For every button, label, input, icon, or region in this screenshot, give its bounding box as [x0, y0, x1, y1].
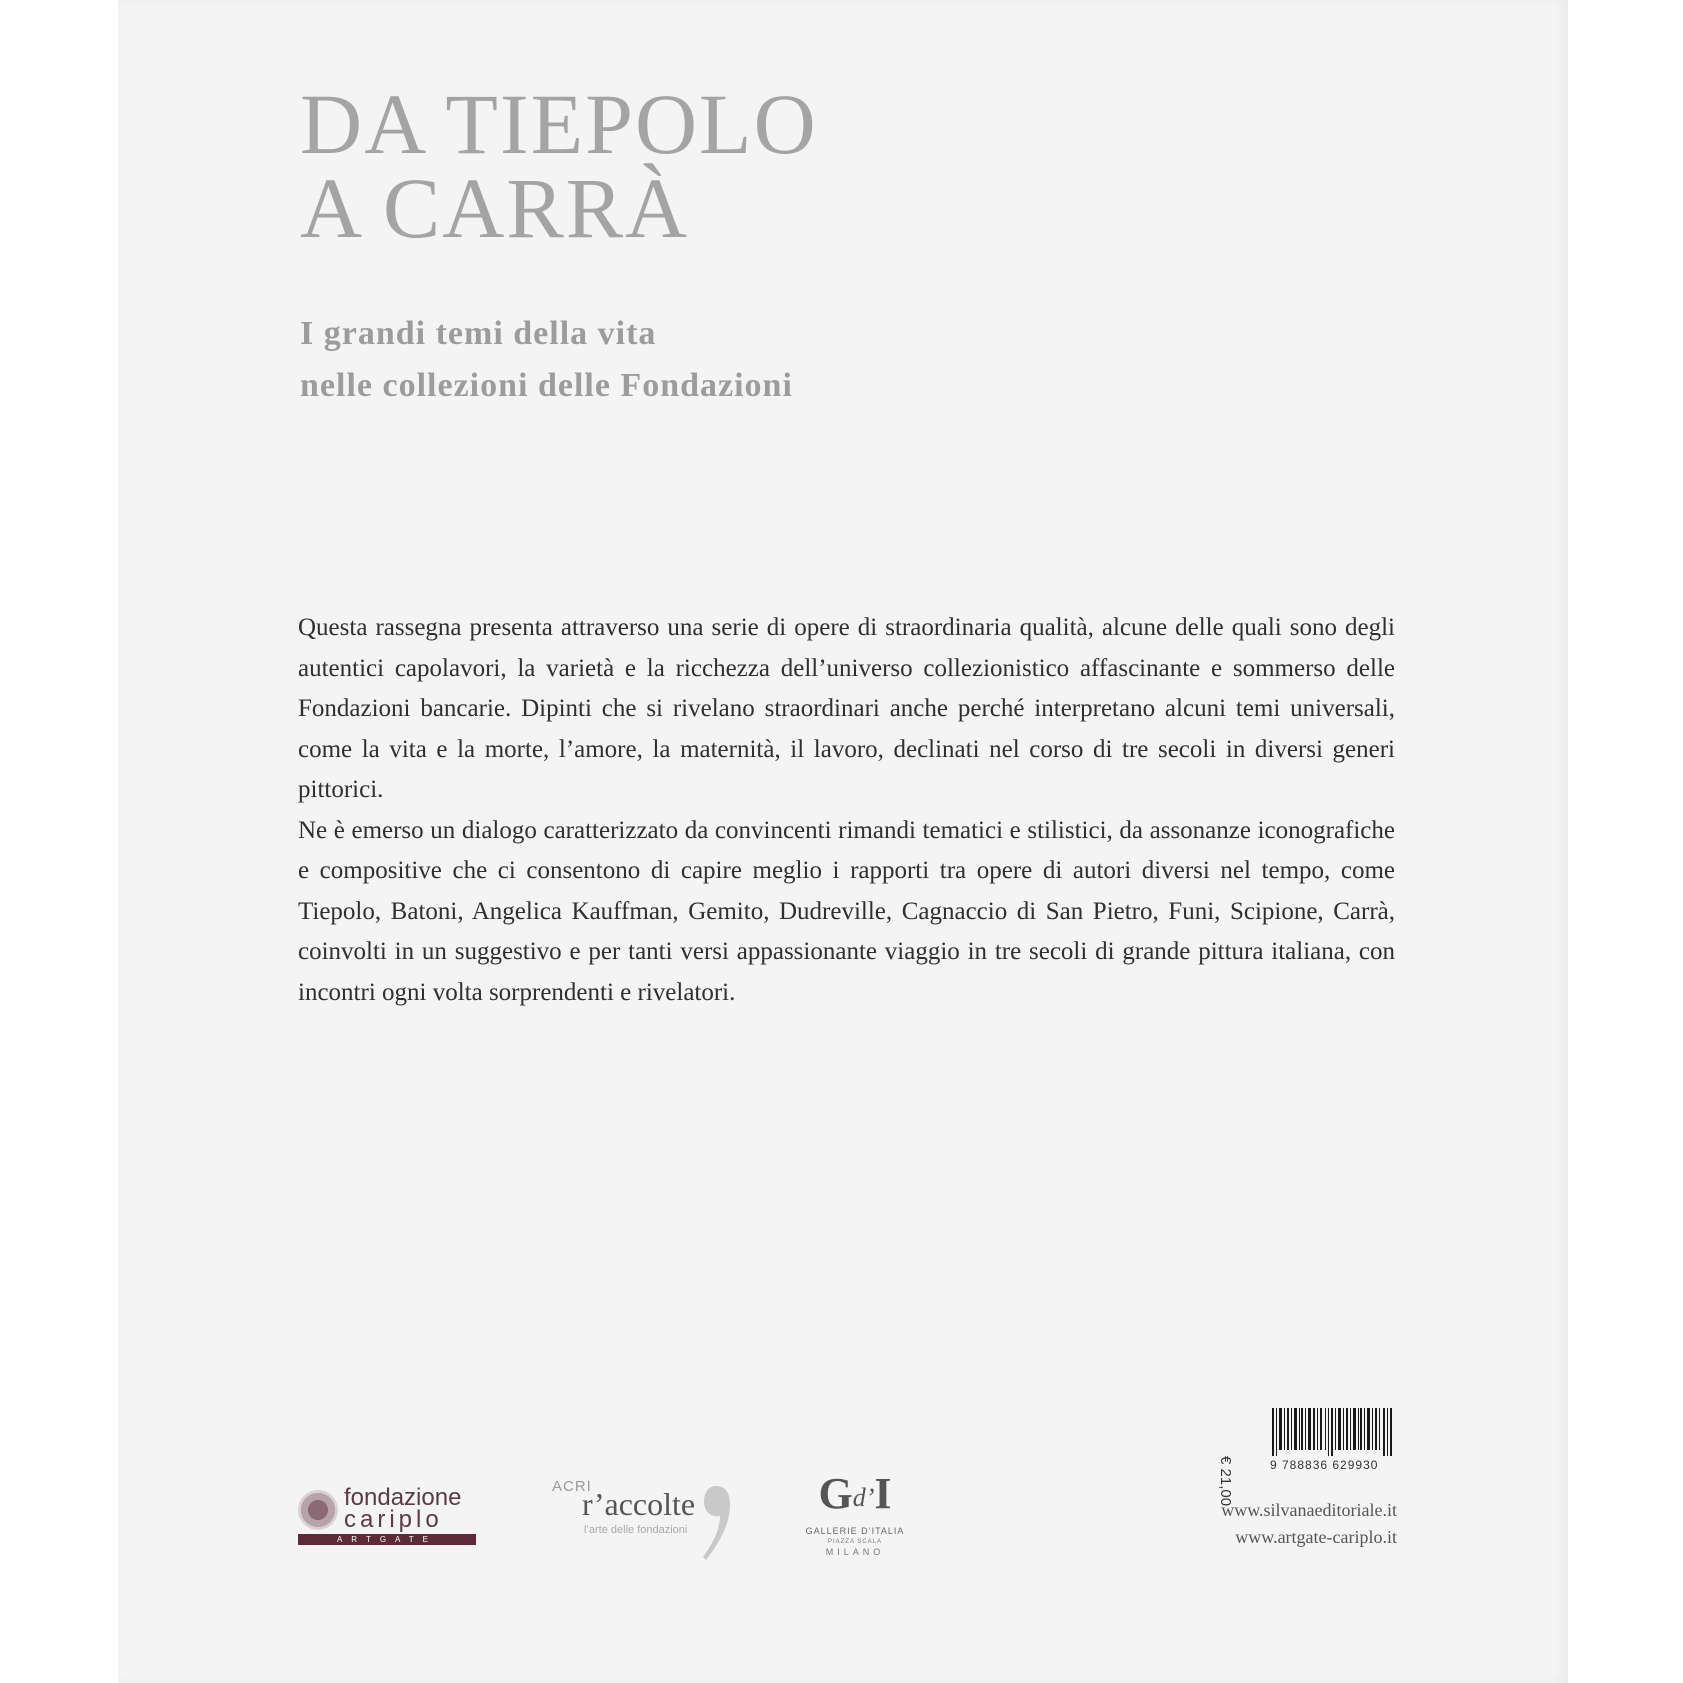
book-title	[300, 76, 818, 256]
price-label: € 21,00	[1217, 1456, 1234, 1507]
gdi-address: PIAZZA SCALA	[827, 1538, 882, 1545]
blurb	[298, 608, 1395, 1013]
isbn-digits: 9 788836 629930	[1270, 1458, 1379, 1472]
blurb-paragraph-1: Questa rassegna presenta attraverso una serie di opere di straordinaria qualità, alcune delle quali sono degli autentici capolavori, la varietà e la ricchezza dell’universo collezionistico affascinante e sommerso delle Fondazioni bancarie. Dipinti che si rivelano straordinari anche perché interpretano alcuni temi universali, come la vita e la morte, l’amore, la maternità, il lavoro, declinati nel corso di tre secoli in diversi generi pittorici.	[298, 614, 1395, 803]
gdi-city: MILANO	[825, 1546, 885, 1557]
fondazione-cariplo-logo	[298, 1486, 478, 1546]
barcode-icon	[1270, 1408, 1394, 1456]
cariplo-logo-text-1: fondazione	[344, 1484, 462, 1511]
acri-raccolte-logo	[552, 1478, 742, 1568]
title-line-1: DA TIEPOLO	[300, 76, 818, 172]
raccolte-text: r’accolte	[582, 1486, 696, 1522]
gdi-name: GALLERIE D’ITALIA	[805, 1525, 905, 1536]
isbn-barcode	[1270, 1408, 1394, 1472]
book-subtitle	[300, 308, 793, 412]
gdi-monogram: Gd’I	[818, 1469, 892, 1518]
cariplo-logo-text-2: cariplo	[344, 1506, 443, 1533]
comma-mark-icon	[700, 1480, 732, 1564]
blurb-paragraph-2: Ne è emerso un dialogo caratterizzato da convincenti rimandi tematici e stilistici, da assonanze iconografiche e compositive che ci consentono di capire meglio i rapporti tra opere di autori diversi nel tempo, come Tiepolo, Batoni, Angelica Kauffman, Gemito, Dudreville, Cagnaccio di San Pietro, Funi, Scipione, Carrà, coinvolti in un suggestivo e per tanti versi appassionante viaggio in tre secoli di grande pittura italiana, con incontri ogni volta sorprendenti e rivelatori.	[298, 816, 1395, 1006]
gallerie-italia-logo	[800, 1470, 910, 1570]
publisher-url: www.silvanaeditoriale.it	[1221, 1500, 1397, 1520]
raccolte-tagline: l’arte delle fondazioni	[584, 1524, 688, 1536]
title-line-2: A CARRÀ	[300, 160, 690, 256]
subtitle-line-2: nelle collezioni delle Fondazioni	[300, 367, 793, 404]
subtitle-line-1: I grandi temi della vita	[300, 315, 657, 352]
acri-text: ACRI	[552, 1478, 592, 1495]
artgate-bar: ARTGATE	[298, 1534, 476, 1545]
cariplo-emblem-icon	[298, 1490, 338, 1530]
artgate-url: www.artgate-cariplo.it	[1235, 1527, 1397, 1547]
